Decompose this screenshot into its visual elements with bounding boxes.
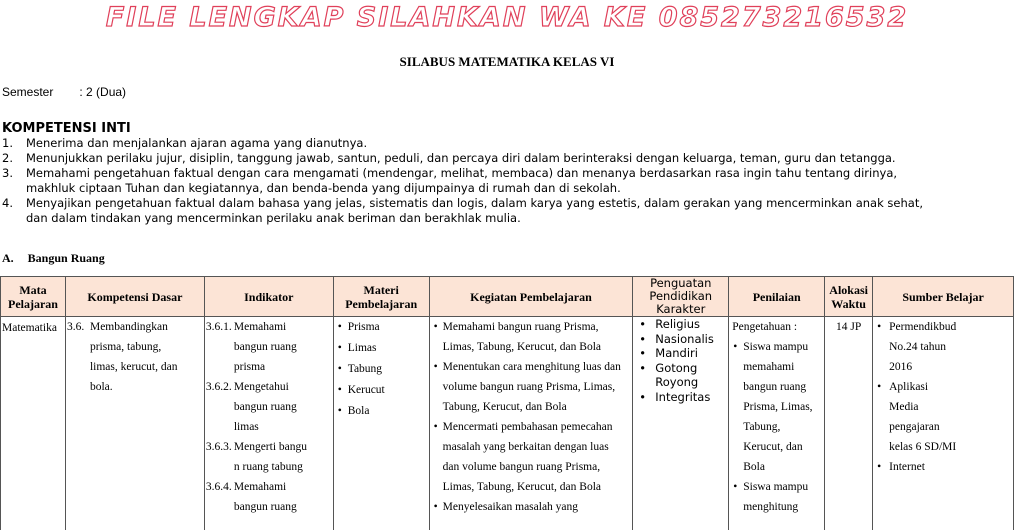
indikator-item: 3.6.2. Mengetahui bangun ruang limas xyxy=(205,381,297,433)
section-heading xyxy=(2,251,105,266)
semester-line xyxy=(2,85,126,99)
cell-alokasi: 14 JP xyxy=(825,317,873,531)
materi-item: • Tabung xyxy=(334,359,429,380)
kegiatan-item: • Memahami bangun ruang Prisma, Limas, Tabung, Kerucut, dan Bola xyxy=(430,317,633,357)
kegiatan-item: • Menentukan cara menghitung luas dan volume bangun ruang Prisma, Limas, Tabung, Kerucut, dan Bola xyxy=(430,357,633,417)
cell-kompetensi-dasar xyxy=(65,317,204,531)
table-row xyxy=(1,317,1014,531)
penilaian-item: • Siswa mampu memahami bangun ruang Prisma, Limas, Tabung, Kerucut, dan Bola xyxy=(729,337,824,477)
ki-item: 1. Menerima dan menjalankan ajaran agama yang dianutnya. xyxy=(2,136,368,150)
header-mata-pelajaran: Mata Pelajaran xyxy=(1,277,66,317)
kd-item: 3.6. Membandingkan prisma, tabung, limas, kerucut, dan bola. xyxy=(66,321,178,393)
kompetensi-inti-heading: KOMPETENSI INTI xyxy=(2,121,131,136)
sumber-item: • Internet xyxy=(873,457,1013,477)
ppk-item: • Gotong Royong xyxy=(633,361,728,390)
cell-sumber xyxy=(873,317,1014,531)
ppk-item: • Integritas xyxy=(633,390,728,405)
header-sumber: Sumber Belajar xyxy=(873,277,1014,317)
table-header-row xyxy=(1,277,1014,317)
header-ppk: Penguatan Pendidikan Karakter xyxy=(633,277,729,317)
ppk-item: • Religius xyxy=(633,317,728,332)
cell-mata-pelajaran: Matematika xyxy=(1,317,66,531)
penilaian-item: • Siswa mampu menghitung xyxy=(729,477,824,517)
ki-item: 3. Memahami pengetahuan faktual dengan cara mengamati (mendengar, melihat, membaca) dan menanya berdasarkan rasa ingin tahu tentang dirinya, makhluk ciptaan Tuhan dan kegiatannya, dan benda-benda yang dijumpainya di rumah dan di sekolah. xyxy=(2,166,898,195)
materi-item: • Limas xyxy=(334,338,429,359)
header-materi: Materi Pembelajaran xyxy=(333,277,429,317)
section-label: A. xyxy=(2,251,14,265)
cell-kegiatan xyxy=(429,317,633,531)
materi-item: • Bola xyxy=(334,401,429,422)
ppk-item: • Nasionalis xyxy=(633,332,728,347)
ppk-item: • Mandiri xyxy=(633,346,728,361)
semester-label: Semester xyxy=(2,85,54,99)
ki-item: 2. Menunjukkan perilaku jujur, disiplin, tanggung jawab, santun, peduli, dan percaya diri dalam berinteraksi dengan keluarga, teman, guru dan tetangga. xyxy=(2,151,896,165)
materi-item: • Kerucut xyxy=(334,380,429,401)
silabus-table xyxy=(0,276,1014,530)
kompetensi-inti-list xyxy=(0,136,1014,226)
indikator-item: 3.6.4. Memahami bangun ruang xyxy=(205,481,297,513)
kegiatan-item: • Menyelesaikan masalah yang xyxy=(430,497,633,517)
cell-indikator xyxy=(204,317,333,531)
sumber-item: • Permendikbud No.24 tahun 2016 xyxy=(873,317,1013,377)
materi-item: • Prisma xyxy=(334,317,429,338)
indikator-item: 3.6.3. Mengerti bangu n ruang tabung xyxy=(205,441,307,473)
header-penilaian: Penilaian xyxy=(729,277,825,317)
header-kompetensi-dasar: Kompetensi Dasar xyxy=(65,277,204,317)
penilaian-label: Pengetahuan : xyxy=(732,321,798,333)
cell-ppk xyxy=(633,317,729,531)
cell-penilaian xyxy=(729,317,825,531)
header-indikator: Indikator xyxy=(204,277,333,317)
cell-materi xyxy=(333,317,429,531)
ki-item: 4. Menyajikan pengetahuan faktual dalam bahasa yang jelas, sistematis dan logis, dalam karya yang estetis, dalam gerakan yang mencerminkan anak sehat, dan dalam tindakan yang mencerminkan perilaku anak beriman dan berakhlak mulia. xyxy=(2,196,923,225)
document-title: SILABUS MATEMATIKA KELAS VI xyxy=(399,54,615,69)
indikator-item: 3.6.1. Memahami bangun ruang prisma xyxy=(205,321,297,373)
header-alokasi: Alokasi Waktu xyxy=(825,277,873,317)
watermark-banner: FILE LENGKAP SILAHKAN WA KE 085273216532 xyxy=(105,2,909,33)
header-kegiatan: Kegiatan Pembelajaran xyxy=(429,277,633,317)
sumber-item: • Aplikasi Media pengajaran kelas 6 SD/MI xyxy=(873,377,1013,457)
section-title: Bangun Ruang xyxy=(27,251,105,265)
semester-value: : 2 (Dua) xyxy=(79,85,127,99)
kegiatan-item: • Mencermati pembahasan pemecahan masalah yang berkaitan dengan luas dan volume bangun ruang Prisma, Limas, Tabung, Kerucut, dan Bola xyxy=(430,417,633,497)
